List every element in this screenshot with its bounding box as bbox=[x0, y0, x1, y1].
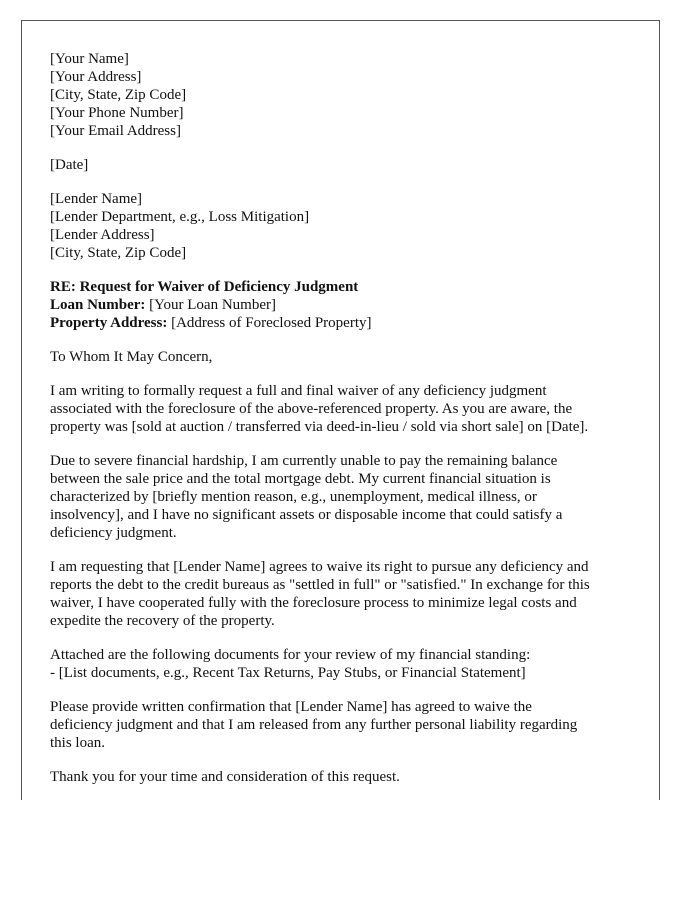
sender-address: [Your Address] bbox=[50, 69, 142, 85]
letter-page bbox=[21, 20, 660, 800]
paragraph-waiver-terms bbox=[50, 558, 640, 630]
salutation-text: To Whom It May Concern, bbox=[50, 349, 213, 365]
recipient-block bbox=[50, 190, 640, 262]
paragraph-confirmation bbox=[50, 698, 640, 752]
attachment-list-item: - [List documents, e.g., Recent Tax Returns, Pay Stubs, or Financial Statement] bbox=[50, 665, 526, 681]
property-address-label: Property Address: bbox=[50, 315, 168, 331]
paragraph-line: characterized by [briefly mention reason, e.g., unemployment, medical illness, or bbox=[50, 489, 537, 505]
paragraph-line: Attached are the following documents for your review of my financial standing: bbox=[50, 647, 531, 663]
paragraph-line: expedite the recovery of the property. bbox=[50, 613, 275, 629]
property-address-line bbox=[50, 314, 640, 332]
subject-block bbox=[50, 278, 640, 332]
paragraph-line: between the sale price and the total mortgage debt. My current financial situation is bbox=[50, 471, 551, 487]
loan-number-line bbox=[50, 296, 640, 314]
sender-phone: [Your Phone Number] bbox=[50, 105, 184, 121]
paragraph-line: deficiency judgment. bbox=[50, 525, 177, 541]
re-line-text: RE: Request for Waiver of Deficiency Judgment bbox=[50, 279, 359, 295]
loan-number-value: [Your Loan Number] bbox=[145, 297, 276, 313]
paragraph-line: I am requesting that [Lender Name] agrees to waive its right to pursue any deficiency and bbox=[50, 559, 589, 575]
sender-city-state-zip: [City, State, Zip Code] bbox=[50, 87, 187, 103]
paragraph-line: Due to severe financial hardship, I am currently unable to pay the remaining balance bbox=[50, 453, 558, 469]
salutation bbox=[50, 348, 640, 366]
recipient-name: [Lender Name] bbox=[50, 191, 143, 207]
paragraph-line: deficiency judgment and that I am released from any further personal liability regarding bbox=[50, 717, 578, 733]
sender-email: [Your Email Address] bbox=[50, 123, 181, 139]
paragraph-line: insolvency], and I have no significant assets or disposable income that could satisfy a bbox=[50, 507, 563, 523]
paragraph-request bbox=[50, 382, 640, 436]
paragraph-hardship bbox=[50, 452, 640, 542]
paragraph-line: I am writing to formally request a full and final waiver of any deficiency judgment bbox=[50, 383, 547, 399]
paragraph-line: Please provide written confirmation that [Lender Name] has agreed to waive the bbox=[50, 699, 532, 715]
paragraph-thanks bbox=[50, 768, 640, 786]
paragraph-line: waiver, I have cooperated fully with the foreclosure process to minimize legal costs and bbox=[50, 595, 577, 611]
date-block bbox=[50, 156, 640, 174]
sender-name: [Your Name] bbox=[50, 51, 129, 67]
property-address-value: [Address of Foreclosed Property] bbox=[167, 315, 372, 331]
letter-content bbox=[50, 50, 640, 802]
loan-number-label: Loan Number: bbox=[50, 297, 146, 313]
paragraph-line: reports the debt to the credit bureaus as "settled in full" or "satisfied." In exchange for this bbox=[50, 577, 590, 593]
paragraph-line: associated with the foreclosure of the above-referenced property. As you are aware, the bbox=[50, 401, 573, 417]
paragraph-line: Thank you for your time and consideration of this request. bbox=[50, 769, 400, 785]
letter-date: [Date] bbox=[50, 157, 89, 173]
recipient-address: [Lender Address] bbox=[50, 227, 155, 243]
sender-block bbox=[50, 50, 640, 140]
paragraph-line: this loan. bbox=[50, 735, 105, 751]
paragraph-line: property was [sold at auction / transferred via deed-in-lieu / sold via short sale] on [Date]. bbox=[50, 419, 589, 435]
recipient-department: [Lender Department, e.g., Loss Mitigation] bbox=[50, 209, 310, 225]
recipient-city-state-zip: [City, State, Zip Code] bbox=[50, 245, 187, 261]
re-line bbox=[50, 278, 640, 296]
paragraph-attachments bbox=[50, 646, 640, 682]
